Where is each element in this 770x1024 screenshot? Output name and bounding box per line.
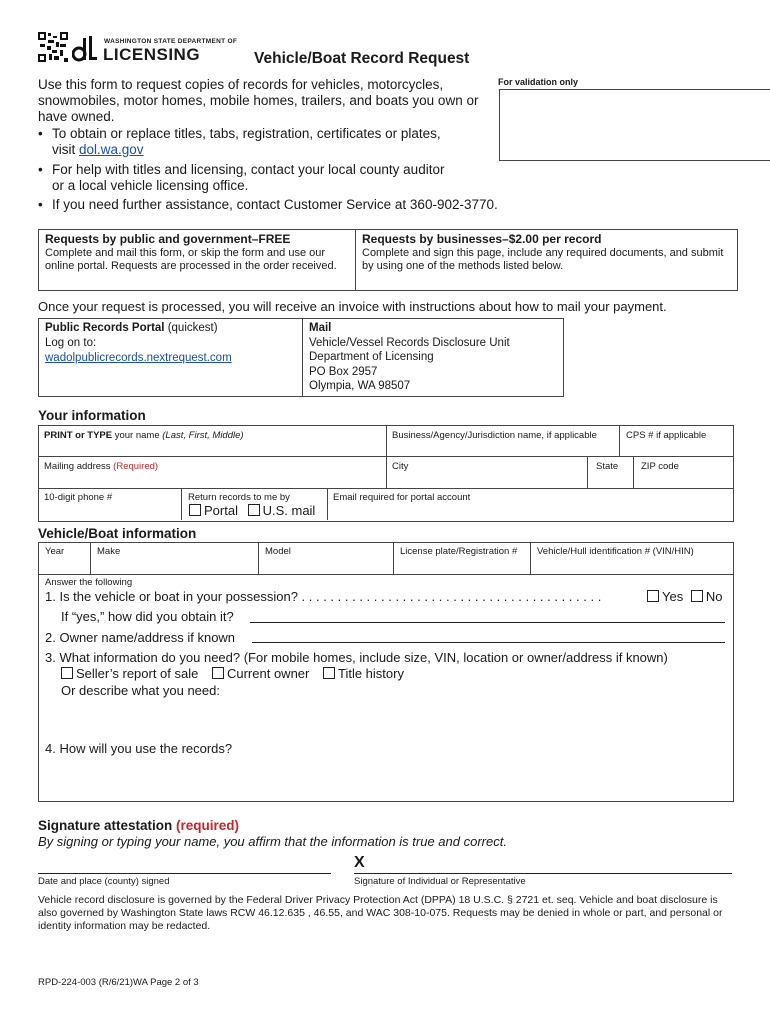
disclosure-text: Vehicle record disclosure is governed by the Federal Driver Privacy Protection Act (DPPA) 18 U.S.C. § 2721 et. seq. Vehicle and boat disclosure is also governed by Washington State laws RCW 46.12.635 , 46.55, and WAC 308-10-075. Requests may be denied in whole or part, and personal or identity information may be redacted. xyxy=(38,894,723,932)
mail-block: Mail Vehicle/Vessel Records Disclosure Unit Department of Licensing PO Box 2957 Olympia, WA 98507 xyxy=(309,322,510,392)
make-input[interactable] xyxy=(92,558,256,573)
records-use-input[interactable] xyxy=(45,758,725,796)
return-method-options xyxy=(189,503,315,518)
public-fee-title: Requests by public and government–FREE xyxy=(45,232,291,246)
cps-input[interactable] xyxy=(621,442,731,455)
state-input[interactable] xyxy=(589,473,631,487)
qr-code-icon xyxy=(38,32,68,62)
phone-input[interactable] xyxy=(40,504,179,519)
signature-heading: Signature attestation (required) xyxy=(38,818,240,833)
page-title: Vehicle/Boat Record Request xyxy=(254,50,470,67)
question-4: 4. How will you use the records? xyxy=(45,741,233,756)
attestation-statement: By signing or typing your name, you affirm that the information is true and correct. xyxy=(38,834,507,849)
email-input[interactable] xyxy=(329,504,731,519)
current-owner-checkbox[interactable] xyxy=(212,667,224,679)
business-name-label: Business/Agency/Jurisdiction name, if applicable xyxy=(392,430,597,441)
business-fee-text: Complete and sign this page, include any required documents, and submit by using one of the methods listed below. xyxy=(362,247,724,272)
form-footer: RPD-224-003 (R/6/21)WA Page 2 of 3 xyxy=(38,977,199,988)
possession-options xyxy=(647,589,722,604)
date-place-label: Date and place (county) signed xyxy=(38,876,170,887)
model-label: Model xyxy=(265,546,291,557)
public-fee-text: Complete and mail this form, or skip the form and use our online portal. Requests are processed in the order received. xyxy=(45,247,337,272)
intro-bullet-licensing: • For help with titles and licensing, contact your local county auditor or a local vehicle licensing office. xyxy=(38,162,445,193)
owner-name-line[interactable] xyxy=(252,642,725,643)
mailing-address-label: Mailing address (Required) xyxy=(44,461,159,472)
no-option[interactable]: No xyxy=(691,589,723,604)
dol-website-link[interactable]: dol.wa.gov xyxy=(79,142,144,157)
signature-line[interactable] xyxy=(354,873,732,874)
your-information-heading: Your information xyxy=(38,408,146,423)
vehicle-information-heading: Vehicle/Boat information xyxy=(38,526,197,541)
city-label: City xyxy=(392,461,409,472)
describe-need-input[interactable] xyxy=(61,700,721,736)
usmail-checkbox[interactable] xyxy=(248,504,260,516)
no-checkbox[interactable] xyxy=(691,590,703,602)
intro-bullet-titles: • To obtain or replace titles, tabs, registration, certificates or plates, visit dol.wa.gov xyxy=(38,126,441,157)
plate-label: License plate/Registration # xyxy=(400,546,518,557)
title-history-checkbox[interactable] xyxy=(323,667,335,679)
portal-link[interactable]: wadolpublicrecords.nextrequest.com xyxy=(45,352,232,364)
info-needed-options xyxy=(61,666,404,681)
plate-input[interactable] xyxy=(395,558,528,573)
current-owner-option[interactable]: Current owner xyxy=(212,666,309,681)
portal-checkbox[interactable] xyxy=(189,504,201,516)
state-label: State xyxy=(596,461,619,472)
zip-input[interactable] xyxy=(635,473,731,487)
mailing-address-input[interactable] xyxy=(40,473,384,487)
invoice-note: Once your request is processed, you will receive an invoice with instructions about how to mail your payment. xyxy=(38,299,667,314)
email-label: Email required for portal account xyxy=(333,492,471,503)
business-name-input[interactable] xyxy=(388,442,617,455)
question-2: 2. Owner name/address if known xyxy=(45,630,236,645)
signature-x-mark: X xyxy=(354,854,365,871)
obtain-method-line[interactable] xyxy=(250,622,725,623)
validation-label: For validation only xyxy=(498,77,579,87)
usmail-option[interactable]: U.S. mail xyxy=(248,503,316,518)
return-method-label: Return records to me by xyxy=(188,492,290,503)
model-input[interactable] xyxy=(260,558,391,573)
make-label: Make xyxy=(97,546,121,557)
title-history-option[interactable]: Title history xyxy=(323,666,404,681)
intro-text: Use this form to request copies of records for vehicles, motorcycles, snowmobiles, motor homes, mobile homes, trailers, and boats you own or have owned. xyxy=(38,77,479,124)
validation-box xyxy=(499,89,770,161)
sellers-report-option[interactable]: Seller’s report of sale xyxy=(61,666,198,681)
year-label: Year xyxy=(45,546,65,557)
intro-bullet-customer-service: • If you need further assistance, contact Customer Service at 360-902-3770. xyxy=(38,197,498,212)
org-name-line2: LICENSING xyxy=(103,45,201,64)
name-input[interactable] xyxy=(40,442,384,455)
yes-checkbox[interactable] xyxy=(647,590,659,602)
portal-option[interactable]: Portal xyxy=(189,503,238,518)
sellers-report-checkbox[interactable] xyxy=(61,667,73,679)
question-1: 1. Is the vehicle or boat in your possession? . . . . . . . . . . . . . . . . . . . . . . . . . . . . . . . . . . . . . . . . . . xyxy=(45,589,602,604)
cps-label: CPS # if applicable xyxy=(626,430,707,441)
answer-following-label: Answer the following xyxy=(45,577,133,588)
business-fee-title: Requests by businesses–$2.00 per record xyxy=(362,232,602,246)
city-input[interactable] xyxy=(388,473,585,487)
org-name-line1: WASHINGTON STATE DEPARTMENT OF xyxy=(104,38,238,45)
name-label: PRINT or TYPE your name (Last, First, Middle) xyxy=(44,430,244,441)
portal-block: Public Records Portal (quickest) Log on to: wadolpublicrecords.nextrequest.com xyxy=(45,322,232,364)
signature-label: Signature of Individual or Representative xyxy=(354,876,526,887)
vin-input[interactable] xyxy=(532,558,731,573)
describe-need-label: Or describe what you need: xyxy=(61,683,220,698)
vin-label: Vehicle/Hull identification # (VIN/HIN) xyxy=(537,546,694,557)
zip-label: ZIP code xyxy=(641,461,679,472)
date-place-line[interactable] xyxy=(38,873,331,874)
yes-option[interactable]: Yes xyxy=(647,589,683,604)
question-1-followup: If “yes,” how did you obtain it? xyxy=(61,609,234,624)
question-3: 3. What information do you need? (For mobile homes, include size, VIN, location or owner/address if known) xyxy=(45,650,668,665)
phone-label: 10-digit phone # xyxy=(44,492,113,503)
dol-logo-icon xyxy=(72,34,98,62)
year-input[interactable] xyxy=(40,558,88,573)
